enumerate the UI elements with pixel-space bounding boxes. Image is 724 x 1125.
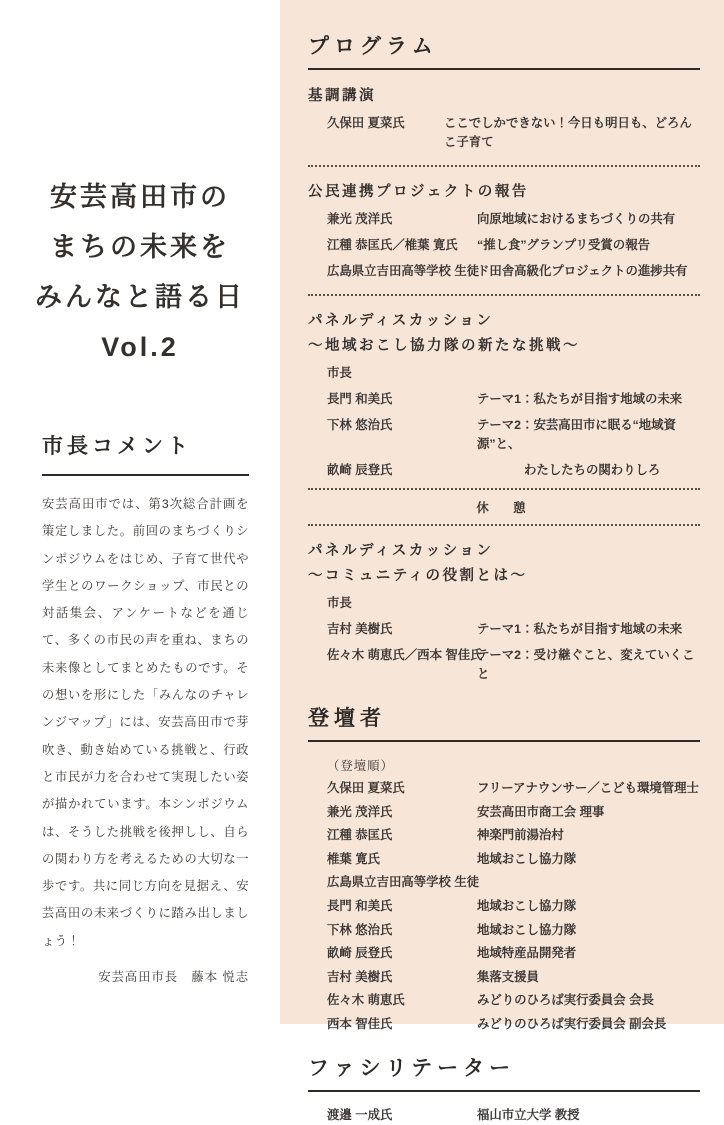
program-row — [308, 262, 700, 281]
event-title-line-1: 安芸高田市の — [50, 182, 230, 212]
speaker-name: 市長 — [327, 596, 352, 611]
program-row — [308, 594, 700, 613]
section-subtitle: ～地域おこし協力隊の新たな挑戦～ — [308, 338, 580, 355]
speaker-role: 集落支援員 — [477, 969, 539, 984]
speaker-row — [308, 826, 700, 845]
speaker-role: フリーアナウンサー／こども環境管理士 — [477, 780, 699, 795]
speaker-name: 広島県立吉田高等学校 生徒 — [327, 875, 480, 890]
mayor-signature: 安芸高田市長 藤本 悦志 — [98, 970, 249, 985]
right-column — [280, 0, 724, 1123]
session-description: 向原地域におけるまちづくりの共有 — [477, 212, 676, 227]
speaker-name: 長門 和美氏 — [327, 898, 393, 913]
speaker-name: 江種 恭匡氏／椎葉 寛氏 — [327, 238, 458, 253]
break-label: 休 憩 — [476, 501, 532, 516]
session-description: ド田舎高級化プロジェクトの進捗共有 — [477, 264, 688, 279]
speaker-name: 下林 悠治氏 — [327, 922, 393, 937]
program-section-projects — [308, 181, 700, 281]
speaker-row — [308, 897, 700, 916]
speaker-row — [308, 850, 700, 869]
dotted-divider — [308, 524, 700, 526]
speaker-name: 久保田 夏菜氏 — [327, 780, 405, 795]
speaker-name: 兼光 茂洋氏 — [327, 804, 393, 819]
program-row — [308, 236, 700, 255]
speaker-role: 神楽門前湯治村 — [477, 828, 564, 843]
speaker-row — [308, 803, 700, 822]
session-theme: テーマ2：受け継ぐこと、変えていくこと — [477, 648, 695, 682]
section-title: パネルディスカッション — [308, 543, 494, 560]
session-description: ここでしかできない！今日も明日も、どろんこ子育て — [444, 116, 692, 150]
program-row — [308, 364, 700, 383]
dotted-divider — [308, 488, 700, 490]
speaker-name: 兼光 茂洋氏 — [327, 212, 393, 227]
program-section-keynote — [308, 85, 700, 152]
session-theme-continued: わたしたちの関わりしろ — [524, 463, 661, 478]
speakers-order-note: （登壇順） — [327, 759, 394, 774]
speaker-row — [308, 873, 700, 892]
facilitator-name: 渡邉 一成氏 — [327, 1108, 393, 1123]
speaker-name: 佐々木 萌恵氏／西本 智佳氏 — [327, 648, 483, 663]
program-row — [308, 646, 700, 684]
speaker-name: 佐々木 萌恵氏 — [327, 993, 405, 1008]
speaker-name: 椎葉 寛氏 — [327, 851, 381, 866]
speaker-name: 西本 智佳氏 — [327, 1016, 393, 1031]
speaker-role: みどりのひろば実行委員会 副会長 — [477, 1016, 667, 1031]
dotted-divider — [308, 294, 700, 296]
speaker-row — [308, 944, 700, 963]
speaker-name: 久保田 夏菜氏 — [327, 116, 405, 131]
speakers-list — [308, 779, 700, 1034]
program-row — [308, 416, 700, 454]
left-column — [0, 0, 280, 1024]
section-title: パネルディスカッション — [308, 313, 494, 330]
session-theme: テーマ1：私たちが目指す地域の未来 — [477, 622, 683, 637]
speaker-row — [308, 921, 700, 940]
program-section-panel-1 — [308, 310, 700, 480]
mayor-comment-heading: 市長コメント — [42, 430, 249, 476]
mayor-comment-body: 安芸高田市では、第3次総合計画を策定しました。前回のまちづくりシンポジウムをはじめ、子育て世代や学生とのワークショップ、市民との対話集会、アンケートなどを通じて、多くの市民の声を重ね、まちの未来像としてまとめたものです。その想いを形にした「みんなのチャレンジマップ」には、安芸高田市で芽吹き、動き始めている挑戦と、行政と市民が力を合わせて実現したい姿が描かれています。本シンポジウムは、そうした挑戦を後押しし、自らの関わり方を考えるための大切な一歩です。共に同じ方向を見据え、安芸高田の未来づくりに踏み出しましょう！ — [42, 497, 249, 948]
speaker-name: 江種 恭匡氏 — [327, 828, 393, 843]
section-title: 公民連携プロジェクトの報告 — [308, 184, 529, 201]
speaker-role: 地域おこし協力隊 — [477, 898, 577, 913]
session-theme: テーマ1：私たちが目指す地域の未来 — [477, 392, 683, 407]
section-subtitle: ～コミュニティの役割とは～ — [308, 568, 528, 585]
speaker-role: 地域おこし協力隊 — [477, 851, 577, 866]
facilitator-role: 福山市立大学 教授 — [477, 1108, 580, 1123]
section-title: 基調講演 — [308, 88, 376, 105]
speaker-name: 畝崎 辰登氏 — [327, 463, 393, 478]
facilitator-heading: ファシリテーター — [308, 1056, 700, 1092]
event-title — [0, 172, 280, 372]
speaker-row — [308, 991, 700, 1010]
program-row — [308, 210, 700, 229]
program-row — [308, 114, 700, 152]
facilitator-section — [308, 1106, 700, 1125]
speaker-name: 長門 和美氏 — [327, 392, 393, 407]
speaker-row — [308, 968, 700, 987]
speaker-name: 市長 — [327, 366, 352, 381]
speaker-name: 下林 悠治氏 — [327, 418, 393, 433]
program-row — [308, 620, 700, 639]
speaker-row — [308, 1015, 700, 1034]
speaker-role: 地域おこし協力隊 — [477, 922, 577, 937]
facilitator-row — [308, 1106, 700, 1125]
event-title-line-3: みんなと語る日 — [35, 282, 245, 312]
speaker-name: 広島県立吉田高等学校 生徒 — [327, 264, 480, 279]
speaker-role: 地域特産品開発者 — [477, 946, 577, 961]
event-title-line-2: まちの未来を — [50, 232, 230, 262]
dotted-divider — [308, 165, 700, 167]
program-heading: プログラム — [308, 34, 700, 70]
event-title-line-4: Vol.2 — [101, 332, 179, 362]
program-row — [308, 461, 700, 480]
speaker-name: 吉村 美樹氏 — [327, 622, 393, 637]
session-description: “推し食”グランプリ受賞の報告 — [477, 238, 650, 253]
program-row — [308, 390, 700, 409]
speaker-role: みどりのひろば実行委員会 会長 — [477, 993, 654, 1008]
speaker-row — [308, 779, 700, 798]
speaker-role: 安芸高田市商工会 理事 — [477, 804, 605, 819]
speaker-name: 吉村 美樹氏 — [327, 969, 393, 984]
session-theme: テーマ2：安芸高田市に眠る“地域資源”と、 — [477, 418, 676, 452]
program-section-panel-2 — [308, 540, 700, 684]
speakers-heading: 登壇者 — [308, 706, 700, 742]
speaker-name: 畝崎 辰登氏 — [327, 946, 393, 961]
mayor-comment-section — [42, 430, 249, 985]
